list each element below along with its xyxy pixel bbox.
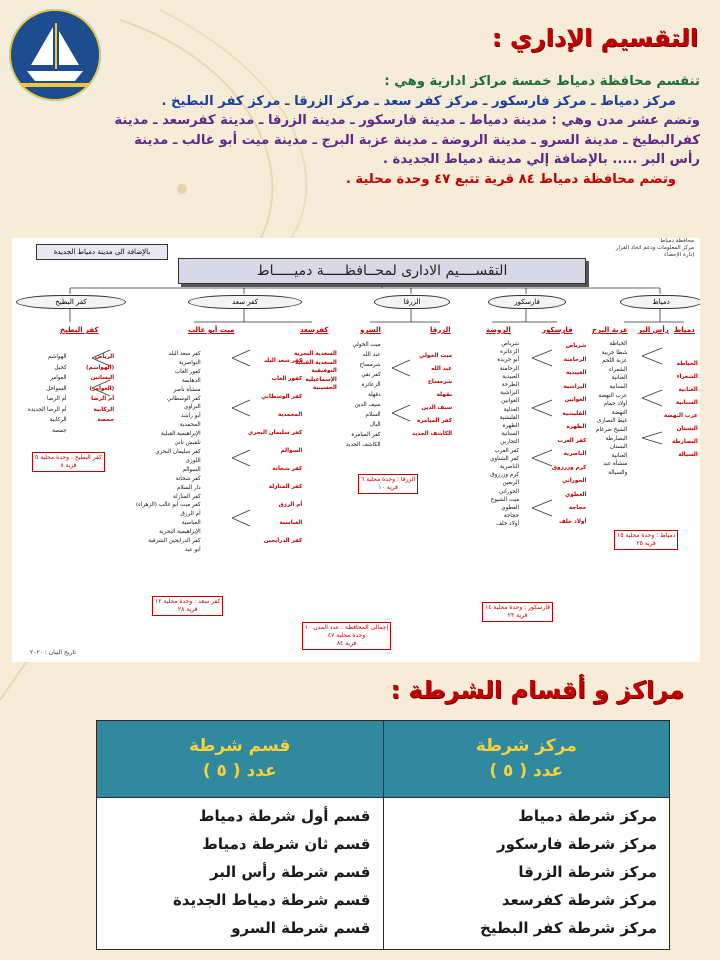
police-centers-list — [383, 798, 670, 950]
police-centers-header — [383, 721, 670, 798]
intro-villages: وتضم محافظة دمياط ٨٤ قرية تتبع ٤٧ وحدة محلية . — [345, 171, 676, 187]
list-item: مركز شرطة فارسكور — [496, 835, 657, 853]
units-list: الخياطة الشعراء العنانية السنانية عزب النهضة البستان البصارطة السيالة — [664, 361, 698, 458]
header-count: عدد ( ٥ ) — [489, 761, 564, 781]
intro-lead: تنقسم محافظة دمياط خمسة مراكز ادارية وهي : — [384, 74, 700, 89]
sub-city: عزبة البرج — [592, 326, 628, 334]
center-summary: كفر البطيخ : وحدة محلية ٥ قرية ٨ — [32, 452, 105, 472]
sub-city: كفرسعد — [300, 326, 329, 334]
villages-list: الخياطة شطا جريبة عزبة اللحم الشعراء العنانية السنانية عزب النهضة أولاد حمام النهضة غيط النصارى الشيخ ضرغام البصارطة البستان العنانية منشأة عبد والسيالة — [596, 341, 628, 476]
intro-cities-3: رأس البر ..... بالإضافة إلي مدينة دمياط الجديدة . — [382, 152, 700, 167]
new-damietta-note: بالإضافة الى مدينة دمياط الجديدة — [36, 244, 168, 260]
center-summary: الزرقا : وحدة محلية ٦ قرية ١٠ — [358, 474, 418, 494]
page-title: التقسيم الإداري : — [491, 24, 698, 52]
sub-city: كفر البطيخ — [60, 326, 99, 334]
villages-list: ميت الخولي عبد الله شرمساح كفر تقي الزعاترة دقهلة سيف الدين السلام البال كفر الميامرة الكاشف الجديد — [346, 342, 381, 448]
police-sections-header — [97, 721, 384, 798]
villages-list: شرباص الزعاترة أبو جريدة الرحامنة العبيدية الطرحة البراشية الغوابين العدلية القليشية الظهرة السنانية التجارين كفر العرب كفر الشناوي الناصرية كرم وزرزوق الربعين الحوراني ميت الشيوخ العطوي حجاجة أولاد خلف — [490, 341, 520, 528]
villages-list: الهواشم كحيل العوامر السواحل أم الرضا أم الرضا الجديدة الركابية جمصة — [28, 354, 67, 434]
intro-centers: مركز دمياط ـ مركز فارسكور ـ مركز كفر سعد ـ مركز الزرقا ـ مركز كفر البطيخ . — [161, 93, 676, 109]
police-sections-list — [97, 798, 384, 950]
admin-division-diagram — [12, 238, 700, 662]
units-list: كفر سعد البلد كفور الغاب كفر الوسطاني المحمدية كفر سليمان البحري السوالم كفر شحاتة كفر المنازلة أم الرزق العباسية كفر الدرايحين — [248, 358, 303, 544]
list-item: مركز شرطة دمياط — [518, 807, 657, 825]
sub-city: رأس البر — [638, 326, 669, 334]
center-node-damietta: دمياط — [620, 295, 700, 309]
list-item: مركز شرطة كفر البطيخ — [480, 919, 657, 937]
sub-city: دمياط — [674, 326, 695, 334]
center-summary: فارسكور : وحدة محلية ١٤ قرية ٢٣ — [482, 602, 553, 622]
sub-city: ميت أبو غالب — [188, 326, 235, 334]
center-node-kafr-saad: كفر سعد — [188, 295, 302, 309]
center-summary: دمياط : وحدة محلية ١٥ قرية ٢٥ — [614, 530, 678, 550]
center-node-zarqa: الزرقا — [374, 295, 450, 309]
diagram-source-header — [604, 238, 694, 259]
units-list: الرياض (الهواشم) البساتين (العوامر) أم الرضا الركابية جمصة — [86, 354, 115, 423]
center-summary: كفر سعد : وحدة محلية ١٢ قرية ٢٨ — [152, 596, 223, 616]
intro-cities-1: وتضم عشر مدن وهي : مدينة دمياط ـ مدينة فارسكور ـ مدينة الزرقا ـ مدينة كفرسعد ـ مدينة — [114, 113, 700, 128]
sub-city: الروضة — [486, 326, 511, 334]
list-item: مركز شرطة الزرقا — [518, 863, 657, 881]
sub-city: السرو — [360, 326, 381, 334]
header-label: قسم شرطة — [189, 736, 291, 756]
list-item: قسم شرطة دمياط الجديدة — [172, 891, 371, 909]
header-count: عدد ( ٥ ) — [202, 761, 277, 781]
sub-city: فارسكور — [542, 326, 573, 334]
police-section-title: مراكز و أقسام الشرطة : — [390, 676, 684, 704]
diagram-title: التقســــيم الادارى لمحــافظـــــة دميـــــاط — [178, 258, 586, 284]
units-list: ميت الخولي عبد الله شرمساح بقهلة سيف الدين كفر الميامرة الكاشف الجديد — [412, 353, 453, 437]
list-item: قسم ثان شرطة دمياط — [202, 835, 371, 853]
sub-city: الزرقا — [430, 326, 451, 334]
governorate-totals: إجمالى المحافظة : عدد المدن ١٠ وحدة محلية ٤٧ قرية ٨٤ — [302, 622, 391, 650]
intro-cities-2: كفرالبطيخ ـ مدينة السرو ـ مدينة الروضة ـ مدينة عزبة البرج ـ مدينة ميت أبو غالب ـ مدينة — [134, 132, 700, 148]
list-item: قسم أول شرطة دمياط — [198, 807, 371, 825]
center-node-faraskour: فارسكور — [488, 295, 566, 309]
units-list: شرباص الرحامنة العبيدية البراشية الغوابين القليشية الظهرة كفر العرب الناصرية كرم وزرزوق الحوراني العطوي حجاجة أولاد خلف — [552, 343, 587, 525]
source-line: محافظة دمياط — [660, 238, 694, 244]
villages-list: كفر سعد البلد النواصرية كفور الغاب الدهايمة منشأة ناصر كفر الوسطاني البراوي أبو راشد المحمدية الإبراهيمية القبلية تلفيش تاني كفر سليمان البحري اللوزى السوالم كفر شحاتة دار السلام كفر المنازلة كفر ميت أبو غالب (الزهراء) أم الرزق العباسية الإبراهيمية البحرية كفر الدرايحين الشرقية أبو عيد — [136, 351, 201, 553]
center-node-kafr-elbatikh: كفر البطيخ — [16, 295, 126, 309]
police-table — [96, 720, 670, 950]
units-list: السعدية البحرية السعدية القبلية التوفيقية الإسماعيلية الحسينية — [294, 351, 337, 392]
source-line: إدارة الإحصاء — [664, 252, 694, 258]
header-label: مركز شرطة — [475, 736, 577, 756]
list-item: قسم شرطة رأس البر — [209, 863, 371, 881]
list-item: قسم شرطة السرو — [231, 919, 371, 937]
source-line: مركز المعلومات ودعم اتخاذ القرار — [615, 245, 694, 251]
list-item: مركز شرطة كفرسعد — [501, 891, 657, 909]
intro-text — [70, 72, 700, 189]
data-date: تاريخ البيان : ٢٠٢٠ — [30, 649, 76, 656]
